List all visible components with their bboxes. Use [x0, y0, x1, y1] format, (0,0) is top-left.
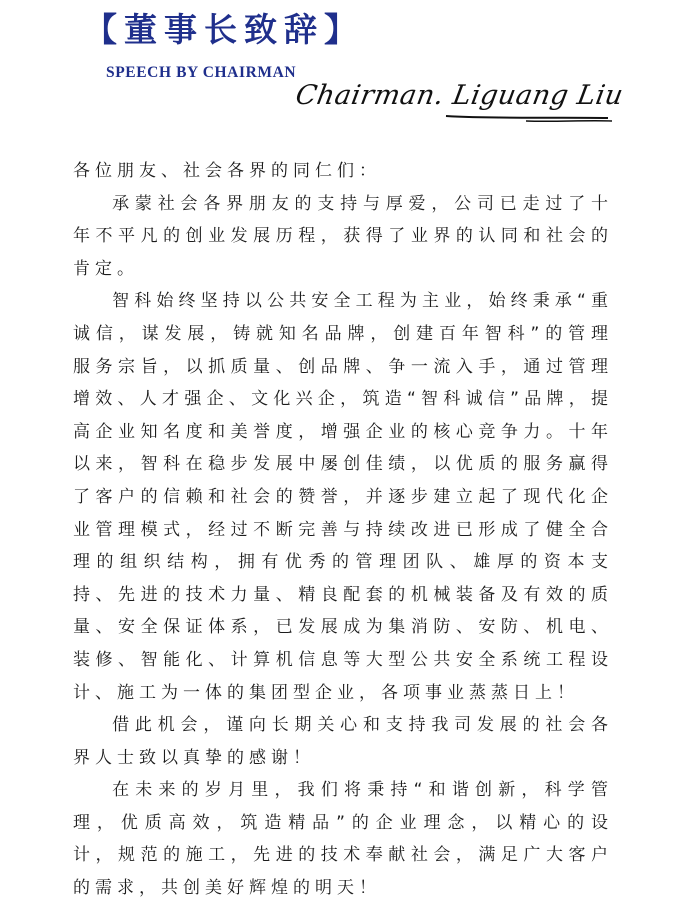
chairman-signature	[293, 80, 626, 130]
page-subtitle: SPEECH BY CHAIRMAN	[106, 64, 297, 81]
letter-body	[73, 155, 613, 905]
paragraph: 在未来的岁月里，我们将秉持“和谐创新，科学管理，优质高效，筑造精品”的企业理念，以精心的设计，规范的施工，先进的技术奉献社会，满足广大客户的需求，共创美好辉煌的明天！	[73, 780, 613, 899]
signature-underline-icon	[296, 80, 616, 130]
header	[84, 10, 384, 81]
signature-text: Chairman. Liguang Liu	[293, 80, 626, 111]
salutation: 各位朋友、社会各界的同仁们：	[73, 161, 381, 181]
paragraph: 承蒙社会各界朋友的支持与厚爱，公司已走过了十年不平凡的创业发展历程，获得了业界的认同和社会的肯定。	[73, 193, 613, 279]
paragraph: 借此机会，谨向长期关心和支持我司发展的社会各界人士致以真挚的感谢！	[73, 715, 613, 768]
paragraph: 智科始终坚持以公共安全工程为主业，始终秉承“重诚信，谋发展，铸就知名品牌，创建百年智科”的管理服务宗旨，以抓质量、创品牌、争一流入手，通过管理增效、人才强企、文化兴企，筑造“智科诚信”品牌，提高企业知名度和美誉度，增强企业的核心竞争力。十年以来，智科在稳步发展中屡创佳绩，以优质的服务赢得了客户的信赖和社会的赞誉，并逐步建立起了现代化企业管理模式，经过不断完善与持续改进已形成了健全合理的组织结构，拥有优秀的管理团队、雄厚的资本支持、先进的技术力量、精良配套的机械装备及有效的质量、安全保证体系，已发展成为集消防、安防、机电、装修、智能化、计算机信息等大型公共安全系统工程设计、施工为一体的集团型企业，各项事业蒸蒸日上！	[73, 291, 613, 703]
page-title: 【董事长致辞】	[84, 10, 364, 49]
